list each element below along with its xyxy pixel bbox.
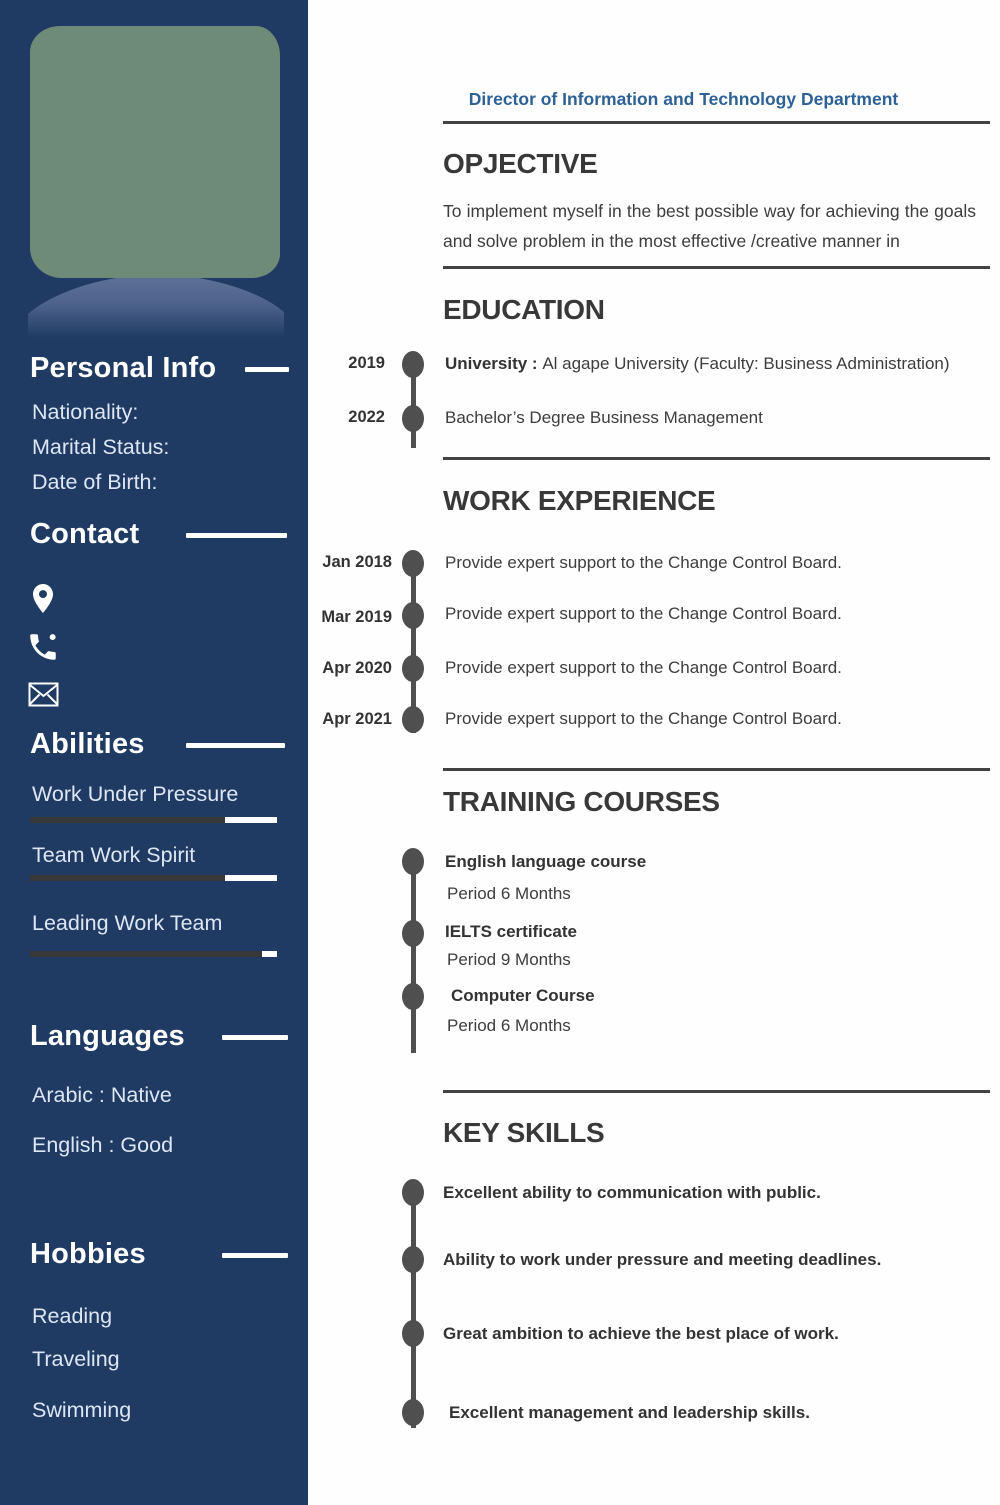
timeline-line <box>411 1193 416 1428</box>
abilities-title: Abilities <box>30 728 145 760</box>
work-date: Apr 2020 <box>322 659 392 677</box>
timeline-dot <box>402 920 424 947</box>
contact-title: Contact <box>30 518 140 550</box>
work-date: Mar 2019 <box>321 608 392 626</box>
skill-item: Excellent management and leadership skills. <box>449 1403 810 1422</box>
section-divider <box>443 121 990 124</box>
timeline-dot <box>402 1246 424 1273</box>
personal-info-date-of-birth: Date of Birth: <box>32 470 158 494</box>
profile-photo <box>28 18 284 338</box>
personal-info-dash <box>245 367 289 372</box>
education-entry-label: University : <box>445 354 543 373</box>
timeline-dot <box>402 1399 424 1426</box>
education-entry <box>445 354 950 374</box>
education-entry-detail: Al agape University (Faculty: Business Administration) <box>542 354 950 373</box>
ability-bar-fill <box>30 817 225 823</box>
objective-text: To implement myself in the best possible way for achieving the goals and solve problem in the most effective /creative manner in <box>443 201 976 251</box>
contact-dash <box>186 533 287 538</box>
skill-item: Great ambition to achieve the best place of work. <box>443 1324 839 1343</box>
language-item: English : Good <box>32 1133 174 1157</box>
abilities-dash <box>186 743 285 748</box>
key-skills-heading: KEY SKILLS <box>443 1117 605 1148</box>
work-experience-heading: WORK EXPERIENCE <box>443 485 716 516</box>
sidebar <box>0 0 308 1505</box>
photo-face-cover <box>30 26 280 278</box>
phone-icon <box>26 630 60 664</box>
ability-bar <box>30 875 277 881</box>
hobbies-dash <box>222 1253 288 1258</box>
personal-info-nationality: Nationality: <box>32 400 139 424</box>
work-entry: Provide expert support to the Change Control Board. <box>445 604 842 623</box>
course-period: Period 6 Months <box>447 884 571 903</box>
timeline-dot <box>402 1179 424 1206</box>
email-icon <box>28 682 59 707</box>
education-entry <box>445 408 763 428</box>
language-item: Arabic : Native <box>32 1083 172 1107</box>
course-name: Computer Course <box>451 986 595 1005</box>
timeline-dot <box>402 983 424 1010</box>
hobby-item: Traveling <box>32 1347 120 1371</box>
work-date: Apr 2021 <box>322 710 392 728</box>
location-icon <box>28 583 58 617</box>
work-entry: Provide expert support to the Change Control Board. <box>445 658 842 677</box>
work-entry: Provide expert support to the Change Control Board. <box>445 553 842 572</box>
timeline-dot <box>402 602 424 629</box>
skill-item: Excellent ability to communication with public. <box>443 1183 821 1202</box>
ability-label: Leading Work Team <box>32 911 223 935</box>
hobbies-title: Hobbies <box>30 1238 146 1270</box>
education-heading: EDUCATION <box>443 294 605 325</box>
course-name: English language course <box>445 852 647 871</box>
timeline-dot <box>402 848 424 875</box>
ability-bar <box>30 951 277 957</box>
personal-info-marital-status: Marital Status: <box>32 435 170 459</box>
course-name: IELTS certificate <box>445 922 577 941</box>
hobby-item: Swimming <box>32 1398 132 1422</box>
skill-item: Ability to work under pressure and meeting deadlines. <box>443 1250 882 1269</box>
timeline-line <box>411 862 416 1053</box>
section-divider <box>443 1090 990 1093</box>
ability-bar-fill <box>30 951 262 957</box>
work-entry: Provide expert support to the Change Control Board. <box>445 709 842 728</box>
education-entry-detail: Bachelor’s Degree Business Management <box>445 408 763 427</box>
job-title: Director of Information and Technology Department <box>468 89 899 109</box>
section-divider <box>443 457 990 460</box>
training-heading: TRAINING COURSES <box>443 786 720 817</box>
hobby-item: Reading <box>32 1304 113 1328</box>
course-period: Period 6 Months <box>447 1016 571 1035</box>
section-divider <box>443 768 990 771</box>
timeline-dot <box>402 405 424 432</box>
education-date: 2019 <box>348 354 385 372</box>
ability-bar <box>30 817 277 823</box>
timeline-dot <box>402 1320 424 1347</box>
course-period: Period 9 Months <box>447 950 571 969</box>
ability-label: Work Under Pressure <box>32 782 239 806</box>
objective-heading: OPJECTIVE <box>443 148 598 179</box>
languages-title: Languages <box>30 1020 185 1052</box>
ability-label: Team Work Spirit <box>32 843 196 867</box>
timeline-dot <box>402 655 424 682</box>
timeline-dot <box>402 550 424 577</box>
ability-bar-fill <box>30 875 225 881</box>
timeline-dot <box>402 351 424 378</box>
languages-dash <box>222 1035 288 1040</box>
timeline-dot <box>402 706 424 733</box>
section-divider <box>443 266 990 269</box>
education-date: 2022 <box>348 408 385 426</box>
work-date: Jan 2018 <box>322 553 392 571</box>
personal-info-title: Personal Info <box>30 352 217 384</box>
